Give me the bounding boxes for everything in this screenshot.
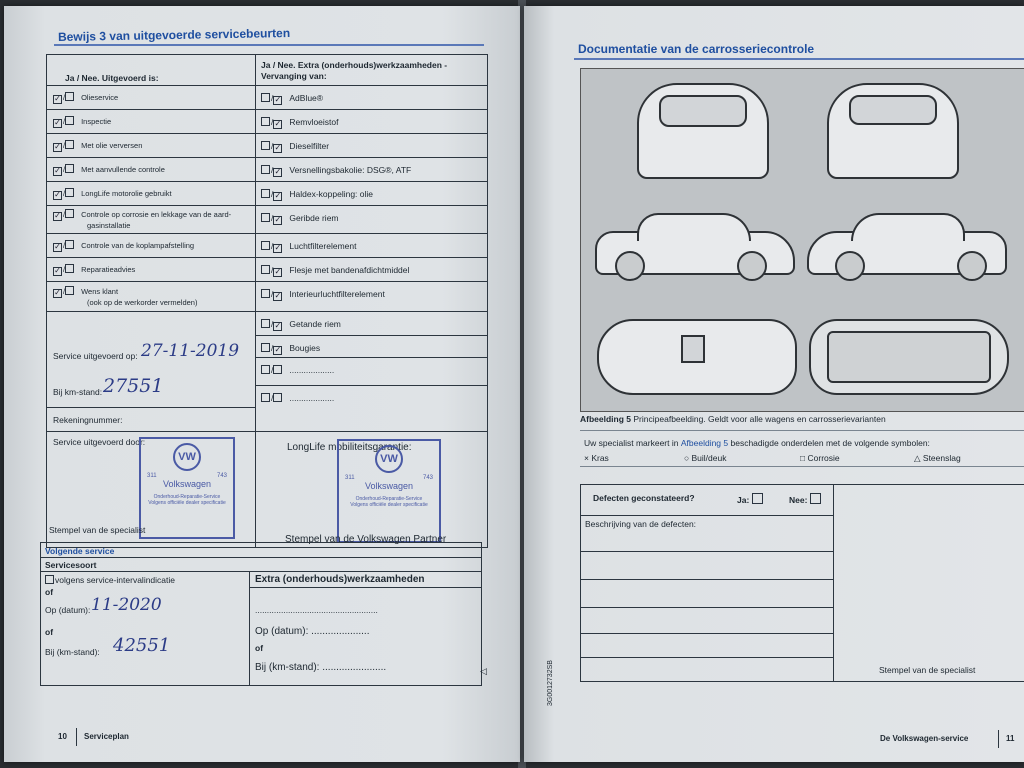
service-item-label: Controle van de koplampafstelling bbox=[81, 241, 195, 250]
extra-item-row: /✓ Remvloeistof bbox=[261, 117, 339, 129]
km-value: 27551 bbox=[103, 375, 164, 397]
next-service-box bbox=[40, 542, 482, 686]
dealer-stamp-specialist: VW 311 743 Volkswagen Onderhoud-Reparatie-Service Volgens officiële dealer specificatie bbox=[139, 437, 235, 539]
extra-item-label: Remvloeistof bbox=[289, 117, 339, 127]
km-label: Bij km-stand: bbox=[53, 387, 103, 397]
dealer-stamp-partner: VW 311 743 Volkswagen Onderhoud-Reparatie-Service Volgens officiële dealer specificatie bbox=[337, 439, 441, 543]
car-side-roof-right bbox=[637, 213, 751, 241]
service-item-row: ✓ / Controle op corrosie en lekkage van de aard- gasinstallatie bbox=[54, 210, 232, 230]
service-item-label: Inspectie bbox=[81, 117, 112, 126]
yes-checkbox[interactable]: ✓ bbox=[54, 94, 61, 103]
car-windshield bbox=[849, 95, 937, 125]
car-wheel bbox=[835, 251, 865, 281]
no-checkbox[interactable] bbox=[65, 116, 74, 125]
no-checkbox[interactable]: ✓ bbox=[274, 119, 282, 128]
service-item-row: ✓ / Met aanvullende controle bbox=[54, 165, 165, 175]
no-checkbox[interactable] bbox=[65, 240, 74, 249]
vw-logo-icon: VW bbox=[375, 445, 403, 473]
continue-arrow-icon: ◁ bbox=[480, 666, 487, 676]
footer-page-number-right: 11 bbox=[1006, 734, 1015, 743]
yes-checkbox[interactable] bbox=[261, 213, 270, 222]
service-by-label: Service uitgevoerd door: bbox=[53, 437, 146, 447]
car-sunroof bbox=[681, 335, 705, 363]
car-underbody-frame bbox=[827, 331, 991, 383]
longlife-label: LongLife mobiliteitsgarantie: bbox=[287, 442, 412, 453]
extra-item-row: /✓ Dieselfilter bbox=[261, 141, 329, 153]
col1-header: Ja / Nee. Uitgevoerd is: bbox=[65, 73, 159, 83]
extra-item-label: Dieselfilter bbox=[289, 141, 330, 151]
interval-checkbox[interactable] bbox=[45, 575, 54, 584]
yes-checkbox[interactable] bbox=[261, 117, 270, 126]
yes-checkbox[interactable] bbox=[261, 365, 270, 374]
left-page bbox=[4, 6, 520, 762]
extra-item-row: /✓ Getande riem bbox=[261, 319, 341, 331]
interval-option: volgens service-intervalindicatie bbox=[45, 575, 175, 585]
car-body-diagram bbox=[580, 68, 1024, 412]
service-item-label-cont: (ook op de werkorder vermelden) bbox=[87, 298, 198, 307]
extra-item-label: Flesje met bandenafdichtmiddel bbox=[289, 265, 410, 275]
extra-item-label: Luchtfilterelement bbox=[289, 241, 357, 251]
extra-item-row: /✓ Flesje met bandenafdichtmiddel bbox=[261, 265, 409, 277]
footer-section-label: Serviceplan bbox=[84, 732, 129, 741]
or-label-2: of bbox=[45, 627, 54, 637]
yes-checkbox[interactable]: ✓ bbox=[54, 211, 61, 220]
extra-item-label: Geribde riem bbox=[289, 213, 339, 223]
extra-item-row: /✓ Geribde riem bbox=[261, 213, 339, 225]
stamp-partner-label: Stempel van de Volkswagen Partner bbox=[285, 534, 447, 545]
next-date-label: Op (datum): bbox=[45, 605, 91, 615]
service-item-row: ✓ / Reparatieadvies bbox=[54, 265, 136, 275]
no-checkbox[interactable] bbox=[65, 209, 74, 218]
or-label-3: of bbox=[255, 643, 264, 653]
no-checkbox[interactable] bbox=[65, 140, 74, 149]
title-underline bbox=[54, 44, 484, 46]
damage-symbol-icon: ○ bbox=[684, 453, 692, 463]
yes-checkbox[interactable] bbox=[261, 289, 270, 298]
service-item-label: LongLife motorolie gebruikt bbox=[81, 189, 172, 198]
footer-section-label-right: De Volkswagen-service bbox=[880, 734, 969, 743]
no-checkbox[interactable]: ✓ bbox=[274, 345, 282, 354]
service-item-row: ✓ / Controle van de koplampafstelling bbox=[54, 241, 195, 251]
extra-item-row: /✓ Luchtfilterelement bbox=[261, 241, 356, 253]
service-item-row: ✓ / Inspectie bbox=[54, 117, 112, 127]
yes-checkbox[interactable]: ✓ bbox=[54, 142, 61, 151]
no-checkbox[interactable]: ✓ bbox=[274, 215, 282, 224]
defects-no-checkbox[interactable] bbox=[810, 493, 821, 504]
col2-header-line1: Ja / Nee. Extra (onderhouds)werkzaamheden - bbox=[261, 60, 448, 70]
extra-item-row: / ................... bbox=[261, 365, 334, 375]
yes-checkbox[interactable] bbox=[261, 343, 270, 352]
extra-item-label: Haldex-koppeling: olie bbox=[289, 189, 374, 199]
extra-item-row: /✓ Versnellingsbakolie: DSG®, ATF bbox=[261, 165, 411, 177]
car-wheel bbox=[957, 251, 987, 281]
service-item-label: Reparatieadvies bbox=[81, 265, 136, 274]
damage-symbol-label: Steenslag bbox=[922, 453, 961, 463]
no-checkbox[interactable]: ✓ bbox=[274, 267, 282, 276]
extra-item-label: Versnellingsbakolie: DSG®, ATF bbox=[289, 165, 412, 175]
extra-item-label: Bougies bbox=[289, 343, 321, 353]
damage-symbol-item bbox=[684, 453, 726, 463]
yes-checkbox[interactable]: ✓ bbox=[54, 190, 61, 199]
yes-checkbox[interactable] bbox=[261, 241, 270, 250]
yes-checkbox[interactable] bbox=[261, 93, 270, 102]
no-checkbox[interactable]: ✓ bbox=[274, 191, 282, 200]
stamp-specialist-label: Stempel van de specialist bbox=[49, 525, 146, 535]
yes-checkbox[interactable]: ✓ bbox=[54, 266, 61, 275]
col2-header-line2: Vervanging van: bbox=[261, 71, 327, 81]
service-item-label: Wens klant bbox=[81, 287, 119, 296]
figure-caption: Afbeelding 5 Principeafbeelding. Geldt voor alle wagens en carrosserievarianten bbox=[580, 414, 886, 424]
no-checkbox[interactable]: ✓ bbox=[274, 143, 282, 152]
extra-item-label: ................... bbox=[289, 393, 335, 403]
extra-item-label: Getande riem bbox=[289, 319, 341, 329]
service-item-row: ✓ / Olieservice bbox=[54, 93, 119, 103]
no-checkbox[interactable] bbox=[273, 365, 282, 374]
service-item-label: Olieservice bbox=[81, 93, 119, 102]
no-checkbox[interactable]: ✓ bbox=[274, 291, 282, 300]
service-type-label: Servicesoort bbox=[45, 560, 97, 570]
service-item-row: ✓ / Wens klant (ook op de werkorder vermelden) bbox=[54, 287, 198, 307]
extra-item-label: ................... bbox=[289, 365, 335, 375]
defects-yes-checkbox[interactable] bbox=[752, 493, 763, 504]
extra-km-label: Bij (km-stand): ....................... bbox=[255, 662, 387, 673]
or-label: of bbox=[45, 587, 54, 597]
extra-item-row: /✓ AdBlue® bbox=[261, 93, 323, 105]
no-checkbox[interactable]: ✓ bbox=[274, 243, 282, 252]
damage-symbol-item bbox=[914, 453, 961, 463]
no-checkbox[interactable] bbox=[65, 286, 74, 295]
extra-item-row: /✓ Interieurluchtfilterelement bbox=[261, 289, 385, 301]
no-checkbox[interactable] bbox=[65, 164, 74, 173]
no-checkbox[interactable]: ✓ bbox=[274, 167, 282, 176]
service-date-label: Service uitgevoerd op: bbox=[53, 351, 138, 361]
service-item-row: ✓ / Met olie verversen bbox=[54, 141, 143, 151]
yes-checkbox[interactable]: ✓ bbox=[54, 242, 61, 251]
service-item-row: ✓ / LongLife motorolie gebruikt bbox=[54, 189, 172, 199]
right-page-title: Documentatie van de carrosseriecontrole bbox=[578, 42, 815, 56]
service-item-label-cont: gasinstallatie bbox=[87, 221, 131, 230]
extra-date-label: Op (datum): ..................... bbox=[255, 626, 370, 637]
stamp-specialist-label-right: Stempel van de specialist bbox=[879, 665, 976, 675]
service-date-value: 27-11-2019 bbox=[141, 341, 240, 361]
damage-symbol-icon: □ bbox=[800, 453, 808, 463]
extra-item-row: /✓ Bougies bbox=[261, 343, 320, 355]
car-wheel bbox=[615, 251, 645, 281]
vw-logo-icon: VW bbox=[173, 443, 201, 471]
damage-symbol-label: Corrosie bbox=[807, 453, 840, 463]
yes-checkbox[interactable] bbox=[261, 141, 270, 150]
yes-checkbox[interactable] bbox=[261, 393, 270, 402]
footer-page-number: 10 bbox=[58, 732, 67, 741]
damage-symbol-item bbox=[584, 453, 609, 463]
description-label: Beschrijving van de defecten: bbox=[585, 519, 697, 529]
yes-checkbox[interactable]: ✓ bbox=[54, 118, 61, 127]
no-checkbox[interactable] bbox=[65, 92, 74, 101]
defects-no-option: Nee: bbox=[789, 493, 822, 505]
no-checkbox[interactable]: ✓ bbox=[274, 95, 282, 104]
extra-item-label: Interieurluchtfilterelement bbox=[289, 289, 385, 299]
car-rear-window bbox=[659, 95, 747, 127]
next-date-value: 11-2020 bbox=[91, 595, 162, 615]
damage-symbol-icon: △ bbox=[914, 453, 923, 463]
service-item-label: Controle op corrosie en lekkage van de aard- bbox=[81, 210, 232, 219]
no-checkbox[interactable] bbox=[65, 188, 74, 197]
defects-question: Defecten geconstateerd? bbox=[593, 493, 695, 503]
next-km-label: Bij (km-stand): bbox=[45, 647, 100, 657]
title-underline bbox=[574, 58, 1024, 60]
instruction-text: Uw specialist markeert in Afbeelding 5 beschadigde onderdelen met de volgende symbolen: bbox=[584, 438, 930, 448]
no-checkbox[interactable] bbox=[273, 393, 282, 402]
yes-checkbox[interactable] bbox=[261, 265, 270, 274]
right-page bbox=[524, 6, 1024, 762]
damage-symbol-label: Buil/deuk bbox=[691, 453, 727, 463]
service-item-label: Met aanvullende controle bbox=[81, 165, 165, 174]
extra-item-label: AdBlue® bbox=[289, 93, 324, 103]
no-checkbox[interactable]: ✓ bbox=[274, 321, 282, 330]
service-table bbox=[46, 54, 488, 548]
extra-item-row: /✓ Haldex-koppeling: olie bbox=[261, 189, 373, 201]
yes-checkbox[interactable]: ✓ bbox=[54, 166, 61, 175]
extra-item-row: / ................... bbox=[261, 393, 334, 403]
yes-checkbox[interactable] bbox=[261, 165, 270, 174]
yes-checkbox[interactable] bbox=[261, 319, 270, 328]
yes-checkbox[interactable]: ✓ bbox=[54, 288, 61, 297]
damage-symbol-icon: × bbox=[584, 453, 592, 463]
document-code: 3G0012732SB bbox=[547, 660, 554, 706]
damage-symbol-label: Kras bbox=[591, 453, 609, 463]
no-checkbox[interactable] bbox=[65, 264, 74, 273]
extra-work-dots: .................................................... bbox=[255, 605, 378, 615]
service-item-label: Met olie verversen bbox=[81, 141, 143, 150]
car-side-roof-left bbox=[851, 213, 965, 241]
defects-form bbox=[580, 484, 1024, 682]
next-km-value: 42551 bbox=[113, 635, 171, 656]
left-page-title: Bewijs 3 van uitgevoerde servicebeurten bbox=[57, 25, 291, 45]
car-wheel bbox=[737, 251, 767, 281]
damage-symbol-item bbox=[800, 453, 840, 463]
next-service-title: Volgende service bbox=[45, 546, 115, 556]
defects-yes-option: Ja: bbox=[737, 493, 764, 505]
invoice-label: Rekeningnummer: bbox=[53, 415, 123, 425]
yes-checkbox[interactable] bbox=[261, 189, 270, 198]
extra-work-header: Extra (onderhouds)werkzaamheden bbox=[255, 574, 425, 585]
